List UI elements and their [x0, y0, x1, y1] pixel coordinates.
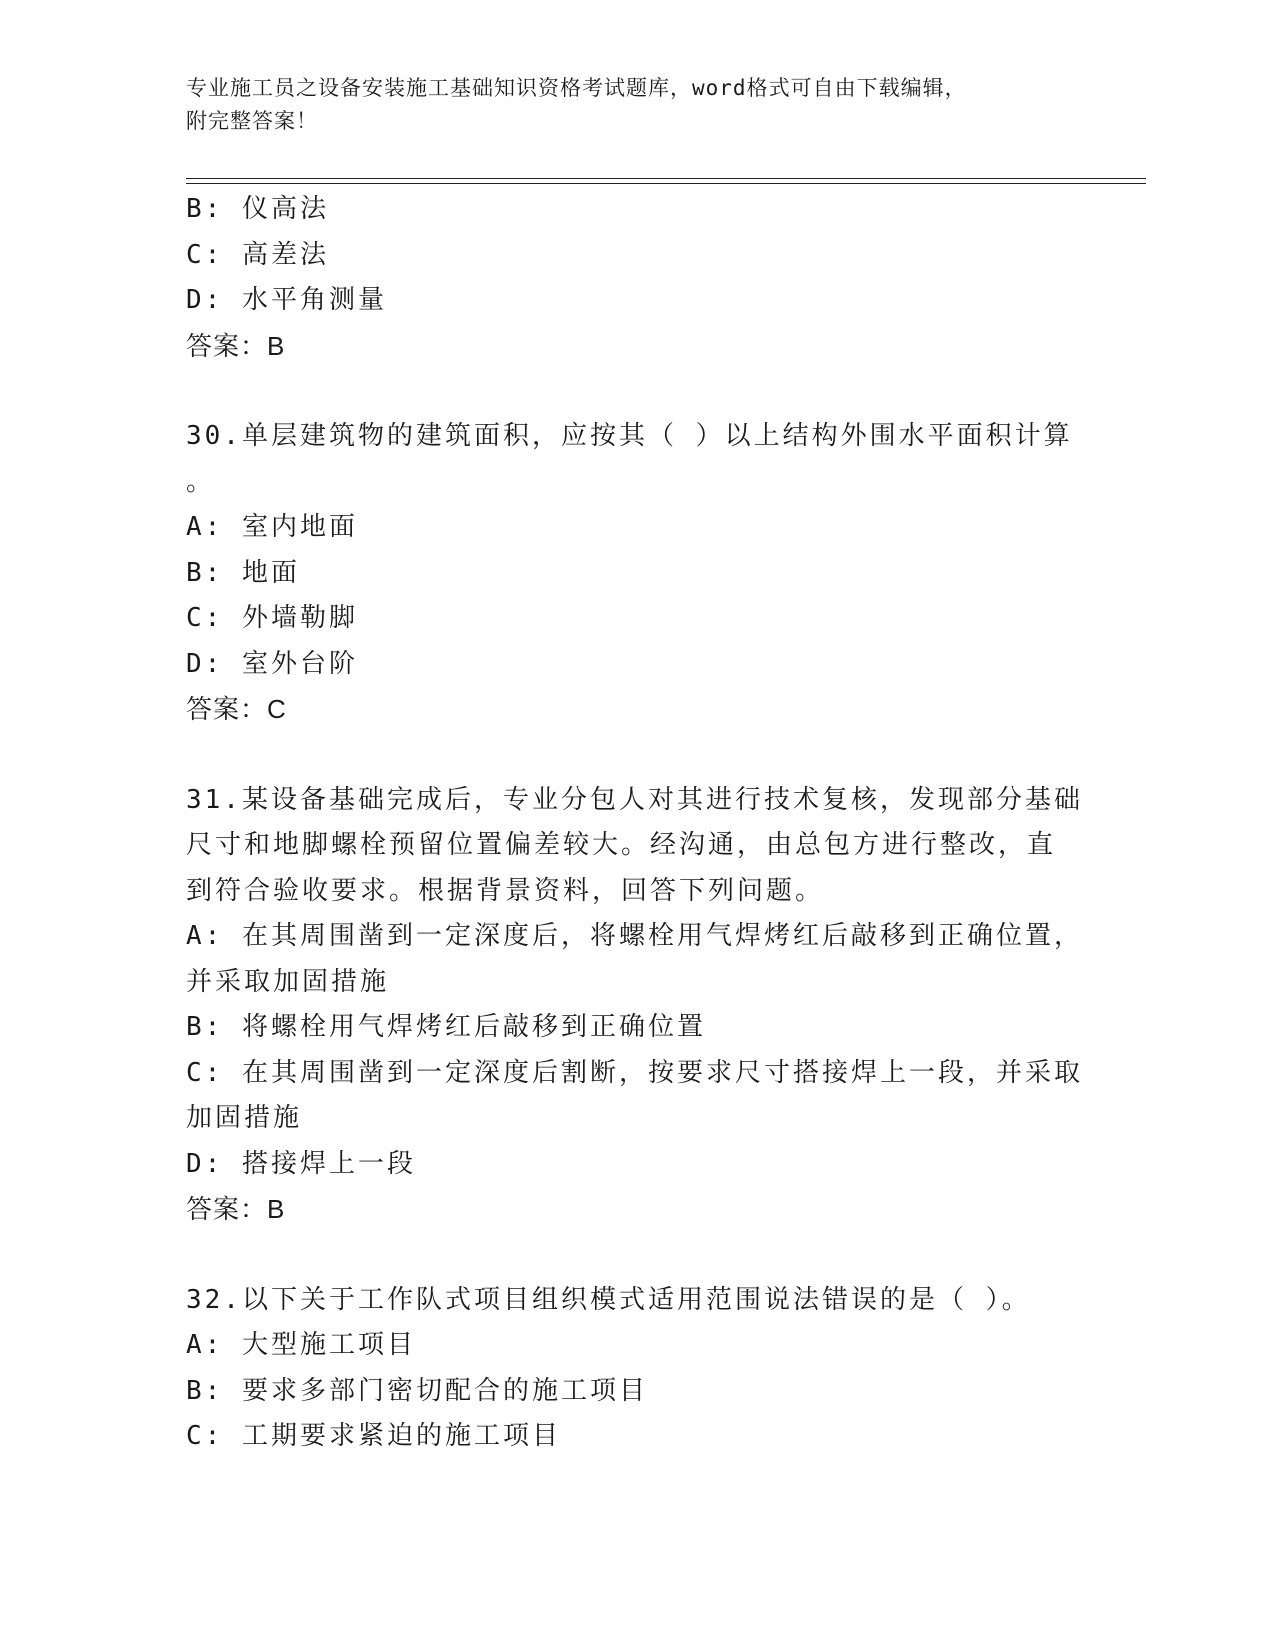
answer: 答案：B — [186, 1194, 286, 1224]
header-line-1: 专业施工员之设备安装施工基础知识资格考试题库，word格式可自由下载编辑， — [186, 76, 967, 100]
option-a-continued: 并采取加固措施 — [186, 966, 390, 997]
option-c: C: 工期要求紧迫的施工项目 — [186, 1421, 561, 1451]
spacer — [186, 733, 1086, 778]
option-d: D: 水平角测量 — [186, 285, 387, 315]
option-d: D: 室外台阶 — [186, 648, 358, 679]
option-c-continued: 加固措施 — [186, 1103, 303, 1133]
question-stem: 31.某设备基础完成后，专业分包人对其进行技术复核，发现部分基础 — [186, 784, 1083, 815]
option-b: B: 将螺栓用气焊烤红后敲移到正确位置 — [186, 1012, 706, 1042]
option-b: B: 地面 — [186, 557, 300, 588]
question-29-fragment — [186, 187, 1086, 369]
question-32 — [186, 1278, 1086, 1460]
option-a: A: 在其周围凿到一定深度后，将螺栓用气焊烤红后敲移到正确位置， — [186, 921, 1083, 951]
option-b: B: 仪高法 — [186, 194, 329, 224]
question-stem-continued: 尺寸和地脚螺栓预留位置偏差较大。经沟通，由总包方进行整改，直 — [186, 830, 1057, 860]
question-stem: 30.单层建筑物的建筑面积，应按其（ ）以上结构外围水平面积计算 — [186, 421, 1073, 451]
option-b: B: 要求多部门密切配合的施工项目 — [186, 1375, 648, 1406]
option-a: A: 室内地面 — [186, 512, 358, 542]
option-c: C: 在其周围凿到一定深度后割断，按要求尺寸搭接焊上一段，并采取 — [186, 1057, 1083, 1088]
option-c: C: 外墙勒脚 — [186, 603, 358, 633]
header-divider-top — [186, 178, 1146, 179]
question-stem-continued: 到符合验收要求。根据背景资料，回答下列问题。 — [186, 875, 825, 906]
header-divider-bottom — [186, 183, 1146, 184]
question-31 — [186, 778, 1086, 1233]
spacer — [186, 1233, 1086, 1278]
option-d: D: 搭接焊上一段 — [186, 1148, 416, 1179]
question-stem-continued: 。 — [186, 466, 216, 497]
question-30 — [186, 414, 1086, 733]
document-header — [186, 72, 1086, 138]
option-a: A: 大型施工项目 — [186, 1330, 416, 1360]
spacer — [186, 369, 1086, 414]
option-c: C: 高差法 — [186, 239, 329, 270]
document-body — [186, 187, 1086, 1460]
header-line-2: 附完整答案！ — [186, 109, 318, 133]
question-stem: 32.以下关于工作队式项目组织模式适用范围说法错误的是（ ）。 — [186, 1284, 1031, 1315]
answer: 答案：C — [186, 694, 287, 724]
answer: 答案：B — [186, 330, 286, 361]
